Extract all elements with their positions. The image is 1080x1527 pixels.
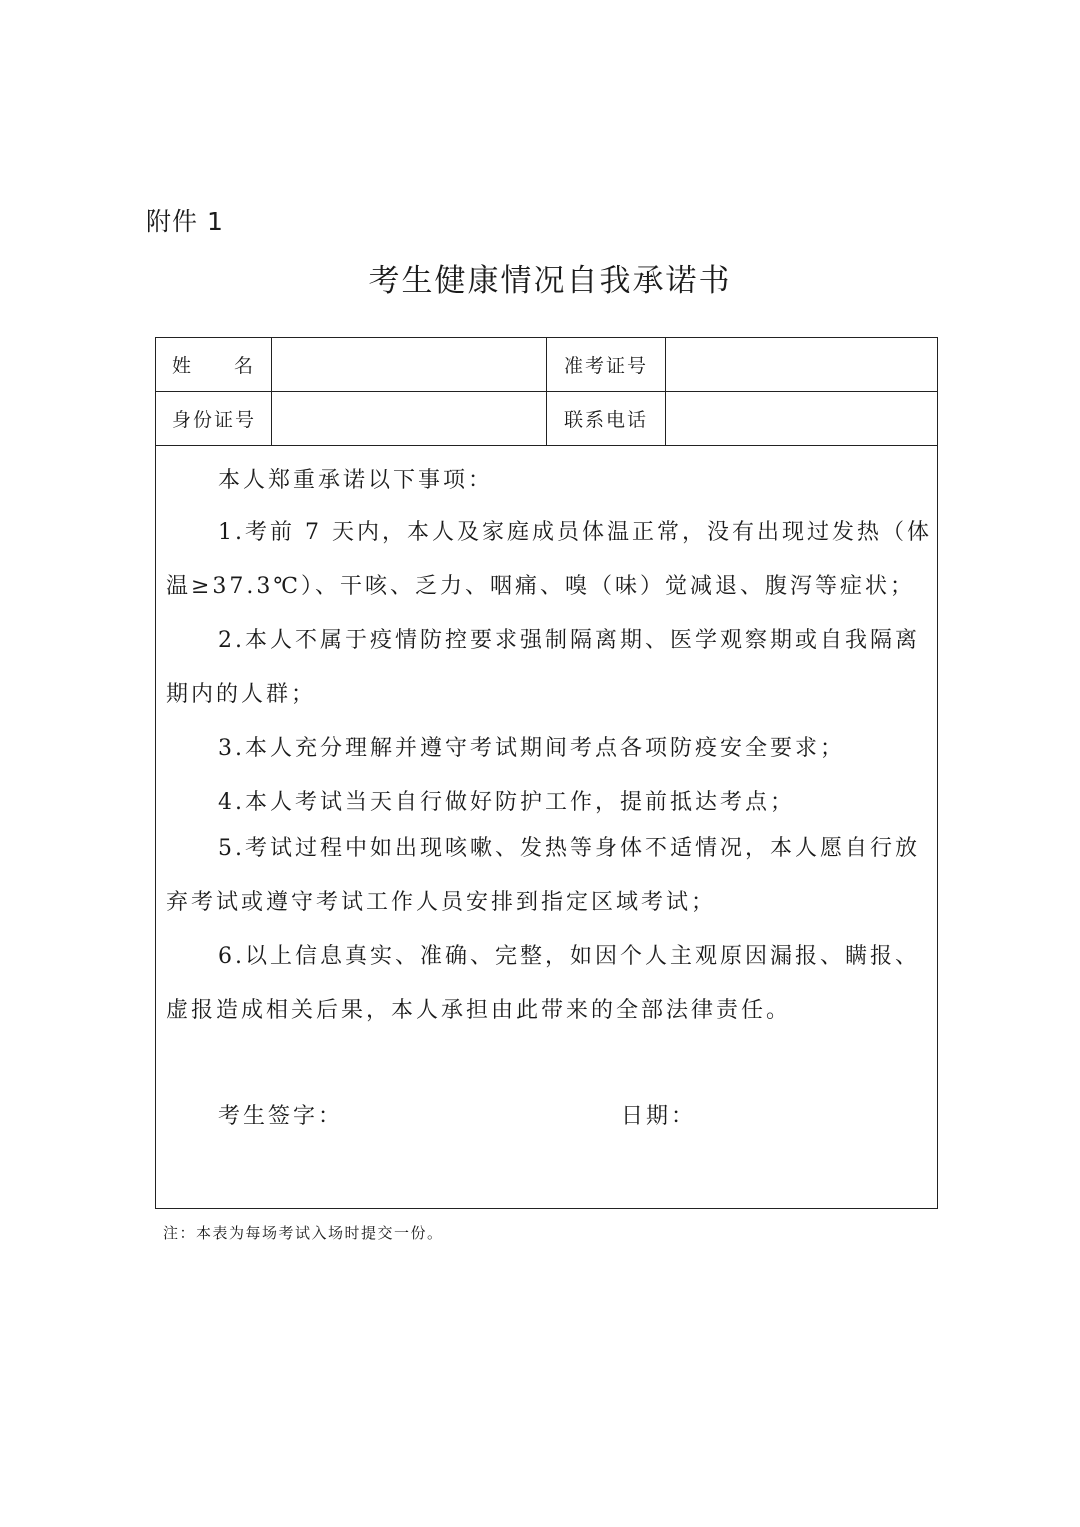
- pledge-item-4: 4.本人考试当天自行做好防护工作，提前抵达考点；: [218, 790, 795, 815]
- date-label: 日期：: [621, 1104, 697, 1129]
- pledge-item-3: 3.本人充分理解并遵守考试期间考点各项防疫安全要求；: [218, 736, 845, 761]
- name-label-char-1: 姓: [172, 355, 194, 377]
- pledge-item-2-line-1: 2.本人不属于疫情防控要求强制隔离期、医学观察期或自我隔离: [218, 628, 920, 653]
- attachment-label: 附件 1: [146, 207, 224, 236]
- form-row-name: [156, 338, 937, 392]
- pledge-item-1-line-2: 温≥37.3℃）、干咳、乏力、咽痛、嗅（味）觉减退、腹泻等症状；: [166, 574, 916, 599]
- id-number-label: 身份证号: [156, 392, 272, 445]
- ticket-number-field[interactable]: [666, 338, 937, 391]
- name-field[interactable]: [272, 338, 547, 391]
- id-number-field[interactable]: [272, 392, 547, 445]
- pledge-item-2-line-2: 期内的人群；: [166, 682, 317, 707]
- pledge-intro: 本人郑重承诺以下事项：: [218, 468, 494, 493]
- pledge-item-1-line-1: 1.考前 7 天内，本人及家庭成员体温正常，没有出现过发热（体: [218, 520, 932, 545]
- pledge-item-5-line-2: 弃考试或遵守考试工作人员安排到指定区域考试；: [166, 890, 717, 915]
- pledge-item-6-line-2: 虚报造成相关后果，本人承担由此带来的全部法律责任。: [166, 998, 792, 1023]
- pledge-item-6-line-1: 6.以上信息真实、准确、完整，如因个人主观原因漏报、瞒报、: [218, 944, 920, 969]
- name-label: [156, 338, 272, 391]
- phone-field[interactable]: [666, 392, 937, 445]
- phone-label: 联系电话: [547, 392, 666, 445]
- page-title: 考生健康情况自我承诺书: [368, 263, 732, 299]
- pledge-item-5-line-1: 5.考试过程中如出现咳嗽、发热等身体不适情况，本人愿自行放: [218, 836, 920, 861]
- footnote: 注：本表为每场考试入场时提交一份。: [163, 1224, 444, 1242]
- pledge-form: [155, 337, 938, 1209]
- name-label-char-2: 名: [233, 355, 255, 377]
- ticket-number-label: 准考证号: [547, 338, 666, 391]
- form-row-id: [156, 392, 937, 446]
- signature-label: 考生签字：: [218, 1104, 344, 1129]
